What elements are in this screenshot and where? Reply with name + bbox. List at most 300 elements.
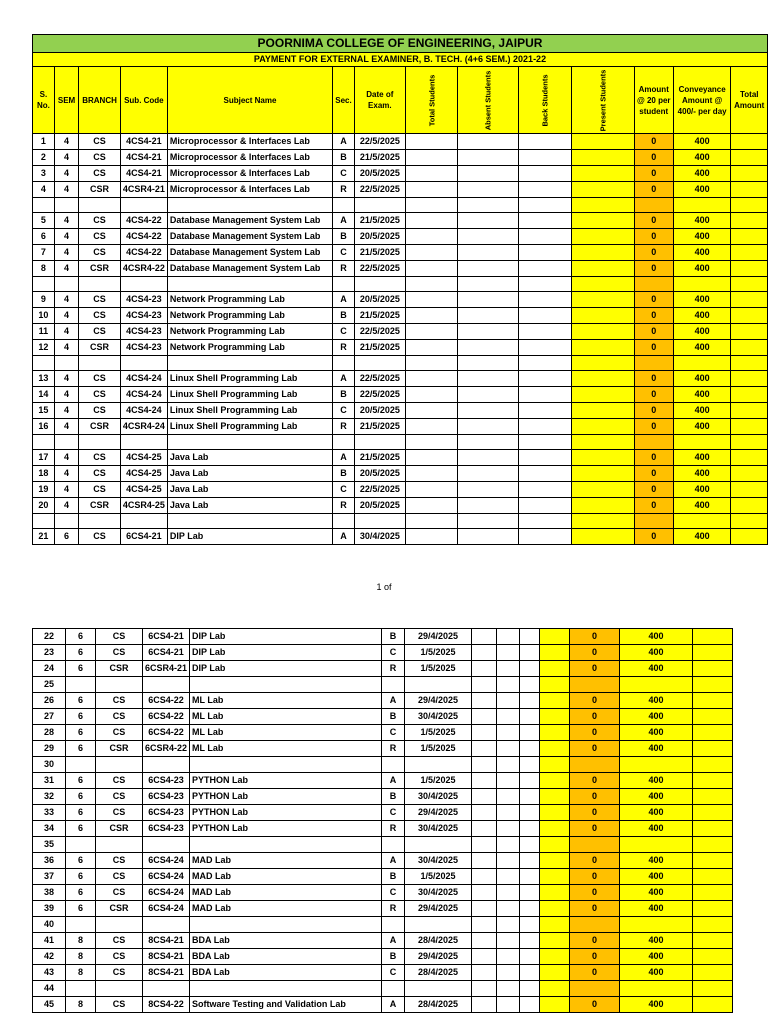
cell-amount (570, 917, 620, 933)
cell-amount: 0 (570, 965, 620, 981)
cell-subject-name: ML Lab (190, 693, 382, 709)
cell-sno: 38 (33, 885, 66, 901)
cell-conveyance (673, 514, 731, 529)
cell-date: 20/5/2025 (354, 466, 405, 482)
cell-date: 1/5/2025 (405, 741, 472, 757)
cell-conveyance (620, 981, 693, 997)
cell-subject-name: Network Programming Lab (167, 292, 332, 308)
cell-present-students (540, 757, 570, 773)
cell-section: R (333, 340, 355, 356)
cell-conveyance: 400 (620, 933, 693, 949)
cell-total-students (405, 213, 458, 229)
cell-conveyance: 400 (673, 387, 731, 403)
cell-subcode: 4CS4-21 (120, 150, 167, 166)
cell-total-amount (731, 292, 768, 308)
cell-total-amount (731, 134, 768, 150)
cell-subject-name: MAD Lab (190, 885, 382, 901)
cell-date (354, 277, 405, 292)
table-row (33, 403, 768, 419)
cell-section: B (382, 709, 405, 725)
cell-conveyance: 400 (673, 182, 731, 198)
cell-back-students (520, 885, 540, 901)
cell-sem: 6 (66, 661, 96, 677)
cell-section: A (382, 773, 405, 789)
table-row (33, 933, 733, 949)
cell-absent-students (497, 965, 520, 981)
cell-branch: CS (96, 933, 143, 949)
cell-date (405, 677, 472, 693)
cell-present-students (540, 629, 570, 645)
table-row (33, 482, 768, 498)
cell-sem: 4 (54, 466, 78, 482)
cell-date: 22/5/2025 (354, 324, 405, 340)
cell-subcode (120, 435, 167, 450)
cell-sno: 33 (33, 805, 66, 821)
spacer-row (33, 981, 733, 997)
cell-section: C (333, 482, 355, 498)
cell-absent-students (458, 277, 519, 292)
cell-amount: 0 (570, 789, 620, 805)
page-number-label: 1 of (376, 582, 392, 592)
cell-subject-name: Linux Shell Programming Lab (167, 403, 332, 419)
cell-subject-name: Microprocessor & Interfaces Lab (167, 166, 332, 182)
cell-subject-name (190, 837, 382, 853)
cell-sem: 8 (66, 933, 96, 949)
cell-branch: CS (96, 869, 143, 885)
cell-sem: 6 (66, 901, 96, 917)
cell-total-amount (731, 356, 768, 371)
cell-section: C (333, 324, 355, 340)
cell-absent-students (497, 645, 520, 661)
cell-total-students (472, 981, 497, 997)
cell-conveyance: 400 (620, 997, 693, 1013)
header-total-students: Total Students (427, 74, 437, 126)
cell-section: B (382, 869, 405, 885)
cell-subject-name: Network Programming Lab (167, 308, 332, 324)
cell-conveyance: 400 (620, 661, 693, 677)
cell-section: A (333, 134, 355, 150)
cell-sem: 4 (54, 450, 78, 466)
cell-branch: CSR (79, 261, 121, 277)
cell-present-students (540, 821, 570, 837)
cell-total-amount (731, 229, 768, 245)
cell-date: 1/5/2025 (405, 725, 472, 741)
cell-branch: CS (79, 134, 121, 150)
cell-total-students (472, 773, 497, 789)
cell-back-students (520, 997, 540, 1013)
cell-total-students (405, 229, 458, 245)
table-row (33, 629, 733, 645)
cell-date: 21/5/2025 (354, 419, 405, 435)
cell-date: 21/5/2025 (354, 150, 405, 166)
cell-date: 20/5/2025 (354, 292, 405, 308)
cell-total-students (405, 324, 458, 340)
cell-conveyance: 400 (620, 869, 693, 885)
cell-subject-name: BDA Lab (190, 965, 382, 981)
cell-present-students (540, 885, 570, 901)
cell-back-students (518, 166, 571, 182)
cell-sno (33, 277, 55, 292)
cell-section: R (382, 661, 405, 677)
cell-present-students (572, 387, 635, 403)
cell-back-students (520, 917, 540, 933)
cell-present-students (540, 853, 570, 869)
cell-branch: CSR (96, 741, 143, 757)
cell-subject-name: Software Testing and Validation Lab (190, 997, 382, 1013)
cell-absent-students (458, 182, 519, 198)
cell-total-students (405, 403, 458, 419)
cell-conveyance: 400 (673, 150, 731, 166)
cell-back-students (520, 661, 540, 677)
cell-subcode: 8CS4-21 (143, 933, 190, 949)
cell-amount: 0 (634, 498, 673, 514)
cell-section: R (382, 741, 405, 757)
cell-total-amount (693, 901, 733, 917)
cell-back-students (518, 371, 571, 387)
cell-total-students (405, 498, 458, 514)
cell-amount: 0 (570, 693, 620, 709)
cell-date: 21/5/2025 (354, 340, 405, 356)
spacer-row (33, 514, 768, 529)
cell-sem: 6 (66, 869, 96, 885)
cell-branch: CS (79, 308, 121, 324)
cell-back-students (520, 709, 540, 725)
cell-present-students (572, 134, 635, 150)
table-row (33, 387, 768, 403)
cell-sno: 12 (33, 340, 55, 356)
college-title: POORNIMA COLLEGE OF ENGINEERING, JAIPUR (33, 35, 768, 53)
cell-date: 1/5/2025 (405, 661, 472, 677)
cell-sem (54, 277, 78, 292)
cell-date (405, 757, 472, 773)
cell-conveyance: 400 (620, 709, 693, 725)
cell-conveyance: 400 (673, 292, 731, 308)
header-sem: SEM (54, 67, 78, 134)
cell-absent-students (497, 933, 520, 949)
cell-subject-name: MAD Lab (190, 869, 382, 885)
cell-sem: 4 (54, 482, 78, 498)
cell-branch: CSR (79, 182, 121, 198)
cell-subject-name: MAD Lab (190, 853, 382, 869)
cell-subject-name (167, 356, 332, 371)
cell-sno: 10 (33, 308, 55, 324)
cell-sno: 34 (33, 821, 66, 837)
cell-back-students (518, 245, 571, 261)
cell-section: C (333, 403, 355, 419)
cell-sno: 22 (33, 629, 66, 645)
cell-amount: 0 (570, 853, 620, 869)
cell-section (333, 198, 355, 213)
table-row (33, 229, 768, 245)
cell-total-students (472, 805, 497, 821)
cell-section: B (333, 466, 355, 482)
cell-total-students (472, 837, 497, 853)
cell-sem: 4 (54, 498, 78, 514)
cell-total-amount (693, 789, 733, 805)
cell-sno: 7 (33, 245, 55, 261)
cell-absent-students (497, 885, 520, 901)
cell-sno (33, 198, 55, 213)
cell-subcode: 6CS4-21 (143, 629, 190, 645)
cell-total-students (472, 645, 497, 661)
cell-section: R (333, 419, 355, 435)
cell-sno: 41 (33, 933, 66, 949)
cell-back-students (520, 949, 540, 965)
cell-branch: CS (96, 997, 143, 1013)
cell-date: 30/4/2025 (405, 885, 472, 901)
cell-subcode: 4CS4-25 (120, 482, 167, 498)
cell-total-students (472, 933, 497, 949)
table-row (33, 709, 733, 725)
table-row (33, 182, 768, 198)
cell-sem: 6 (66, 645, 96, 661)
cell-total-amount (693, 805, 733, 821)
cell-sem (66, 981, 96, 997)
cell-sno: 27 (33, 709, 66, 725)
cell-sno: 45 (33, 997, 66, 1013)
cell-section: A (382, 933, 405, 949)
cell-subject-name: Linux Shell Programming Lab (167, 419, 332, 435)
cell-sno: 29 (33, 741, 66, 757)
table-row (33, 805, 733, 821)
cell-subcode: 6CS4-24 (143, 885, 190, 901)
cell-section: A (333, 292, 355, 308)
cell-total-amount (693, 773, 733, 789)
cell-branch: CS (79, 245, 121, 261)
cell-sem: 4 (54, 371, 78, 387)
cell-subcode: 4CS4-22 (120, 229, 167, 245)
cell-subject-name: MAD Lab (190, 901, 382, 917)
cell-total-amount (693, 661, 733, 677)
cell-sem: 6 (66, 693, 96, 709)
cell-subcode: 4CS4-22 (120, 213, 167, 229)
cell-subject-name: Java Lab (167, 482, 332, 498)
cell-present-students (572, 277, 635, 292)
cell-back-students (520, 901, 540, 917)
cell-sem: 6 (66, 821, 96, 837)
cell-sno: 26 (33, 693, 66, 709)
cell-branch (79, 514, 121, 529)
cell-total-amount (731, 324, 768, 340)
cell-sno: 11 (33, 324, 55, 340)
cell-branch: CSR (79, 419, 121, 435)
cell-absent-students (497, 949, 520, 965)
cell-absent-students (497, 997, 520, 1013)
cell-subject-name: Java Lab (167, 466, 332, 482)
cell-present-students (572, 466, 635, 482)
cell-total-students (472, 725, 497, 741)
cell-conveyance: 400 (620, 821, 693, 837)
cell-subject-name: DIP Lab (190, 661, 382, 677)
cell-subcode: 4CS4-25 (120, 450, 167, 466)
cell-sem: 4 (54, 229, 78, 245)
cell-subject-name: DIP Lab (190, 629, 382, 645)
cell-total-students (405, 450, 458, 466)
cell-date: 22/5/2025 (354, 482, 405, 498)
cell-back-students (518, 498, 571, 514)
cell-date: 21/5/2025 (354, 245, 405, 261)
table-row (33, 340, 768, 356)
cell-subject-name: DIP Lab (190, 645, 382, 661)
cell-total-amount (693, 869, 733, 885)
cell-present-students (540, 837, 570, 853)
cell-back-students (520, 837, 540, 853)
cell-absent-students (497, 661, 520, 677)
cell-total-amount (693, 949, 733, 965)
cell-branch: CS (79, 229, 121, 245)
spacer-row (33, 677, 733, 693)
table-row (33, 166, 768, 182)
cell-total-students (405, 340, 458, 356)
cell-sem: 4 (54, 150, 78, 166)
cell-present-students (540, 725, 570, 741)
cell-amount (570, 757, 620, 773)
cell-absent-students (458, 514, 519, 529)
cell-back-students (520, 789, 540, 805)
cell-present-students (572, 482, 635, 498)
cell-sem: 4 (54, 213, 78, 229)
cell-back-students (518, 277, 571, 292)
cell-branch: CS (96, 853, 143, 869)
cell-absent-students (497, 917, 520, 933)
cell-present-students (572, 340, 635, 356)
cell-subcode: 6CS4-22 (143, 709, 190, 725)
cell-back-students (518, 213, 571, 229)
cell-sem: 4 (54, 261, 78, 277)
cell-subcode: 4CS4-22 (120, 245, 167, 261)
cell-subcode: 6CS4-24 (143, 901, 190, 917)
cell-conveyance: 400 (673, 134, 731, 150)
cell-amount: 0 (634, 308, 673, 324)
cell-sem: 4 (54, 387, 78, 403)
cell-sno: 14 (33, 387, 55, 403)
header-branch: BRANCH (79, 67, 121, 134)
cell-total-students (405, 292, 458, 308)
cell-back-students (518, 529, 571, 545)
cell-conveyance (673, 277, 731, 292)
cell-amount: 0 (634, 261, 673, 277)
cell-conveyance: 400 (673, 450, 731, 466)
cell-conveyance (620, 757, 693, 773)
cell-amount: 0 (570, 885, 620, 901)
cell-conveyance: 400 (620, 693, 693, 709)
cell-subcode: 8CS4-21 (143, 949, 190, 965)
cell-sno: 42 (33, 949, 66, 965)
cell-amount: 0 (634, 403, 673, 419)
cell-total-students (472, 901, 497, 917)
cell-amount: 0 (570, 805, 620, 821)
cell-amount (634, 435, 673, 450)
cell-back-students (520, 805, 540, 821)
cell-total-students (472, 853, 497, 869)
cell-section: B (333, 387, 355, 403)
table-row (33, 134, 768, 150)
cell-subject-name: PYTHON Lab (190, 773, 382, 789)
cell-subcode: 6CS4-22 (143, 693, 190, 709)
cell-absent-students (458, 166, 519, 182)
cell-sem: 4 (54, 245, 78, 261)
cell-present-students (572, 292, 635, 308)
cell-sem (66, 677, 96, 693)
cell-date: 28/4/2025 (405, 965, 472, 981)
cell-present-students (540, 997, 570, 1013)
cell-back-students (518, 403, 571, 419)
cell-total-students (405, 134, 458, 150)
cell-branch: CS (96, 773, 143, 789)
cell-section: A (333, 213, 355, 229)
cell-sem: 6 (66, 725, 96, 741)
header-total-amount: Total Amount (731, 67, 768, 134)
cell-sem: 6 (66, 885, 96, 901)
cell-back-students (520, 677, 540, 693)
cell-branch: CS (79, 324, 121, 340)
cell-date: 29/4/2025 (405, 629, 472, 645)
table-row (33, 529, 768, 545)
cell-total-students (472, 789, 497, 805)
cell-date: 21/5/2025 (354, 450, 405, 466)
cell-amount: 0 (634, 529, 673, 545)
cell-subcode: 4CSR4-24 (120, 419, 167, 435)
cell-sno: 4 (33, 182, 55, 198)
cell-branch: CSR (96, 901, 143, 917)
cell-subject-name: Linux Shell Programming Lab (167, 387, 332, 403)
cell-sno: 1 (33, 134, 55, 150)
cell-total-students (405, 166, 458, 182)
cell-total-students (472, 869, 497, 885)
cell-total-students (472, 677, 497, 693)
cell-total-amount (731, 403, 768, 419)
cell-total-students (405, 198, 458, 213)
cell-subject-name (167, 198, 332, 213)
table-row (33, 261, 768, 277)
cell-branch: CS (79, 529, 121, 545)
cell-conveyance: 400 (673, 403, 731, 419)
cell-sem: 4 (54, 134, 78, 150)
cell-subcode (143, 757, 190, 773)
cell-total-amount (731, 498, 768, 514)
cell-absent-students (458, 150, 519, 166)
cell-sem: 6 (66, 853, 96, 869)
cell-sno: 30 (33, 757, 66, 773)
cell-section: B (382, 789, 405, 805)
cell-subject-name (190, 677, 382, 693)
cell-present-students (540, 805, 570, 821)
cell-present-students (572, 245, 635, 261)
cell-back-students (518, 308, 571, 324)
cell-absent-students (458, 498, 519, 514)
cell-branch: CSR (96, 661, 143, 677)
cell-branch: CS (96, 693, 143, 709)
cell-sno: 24 (33, 661, 66, 677)
cell-sno: 8 (33, 261, 55, 277)
cell-present-students (572, 435, 635, 450)
cell-subcode: 6CS4-24 (143, 869, 190, 885)
cell-conveyance: 400 (620, 853, 693, 869)
table-row (33, 498, 768, 514)
cell-conveyance (673, 198, 731, 213)
cell-subject-name: DIP Lab (167, 529, 332, 545)
header-back-students: Back Students (540, 73, 550, 127)
cell-total-students (405, 150, 458, 166)
cell-absent-students (458, 134, 519, 150)
cell-total-amount (731, 371, 768, 387)
cell-amount: 0 (634, 482, 673, 498)
cell-total-amount (693, 677, 733, 693)
cell-section: B (333, 229, 355, 245)
cell-back-students (520, 725, 540, 741)
cell-total-students (472, 917, 497, 933)
cell-date: 1/5/2025 (405, 645, 472, 661)
